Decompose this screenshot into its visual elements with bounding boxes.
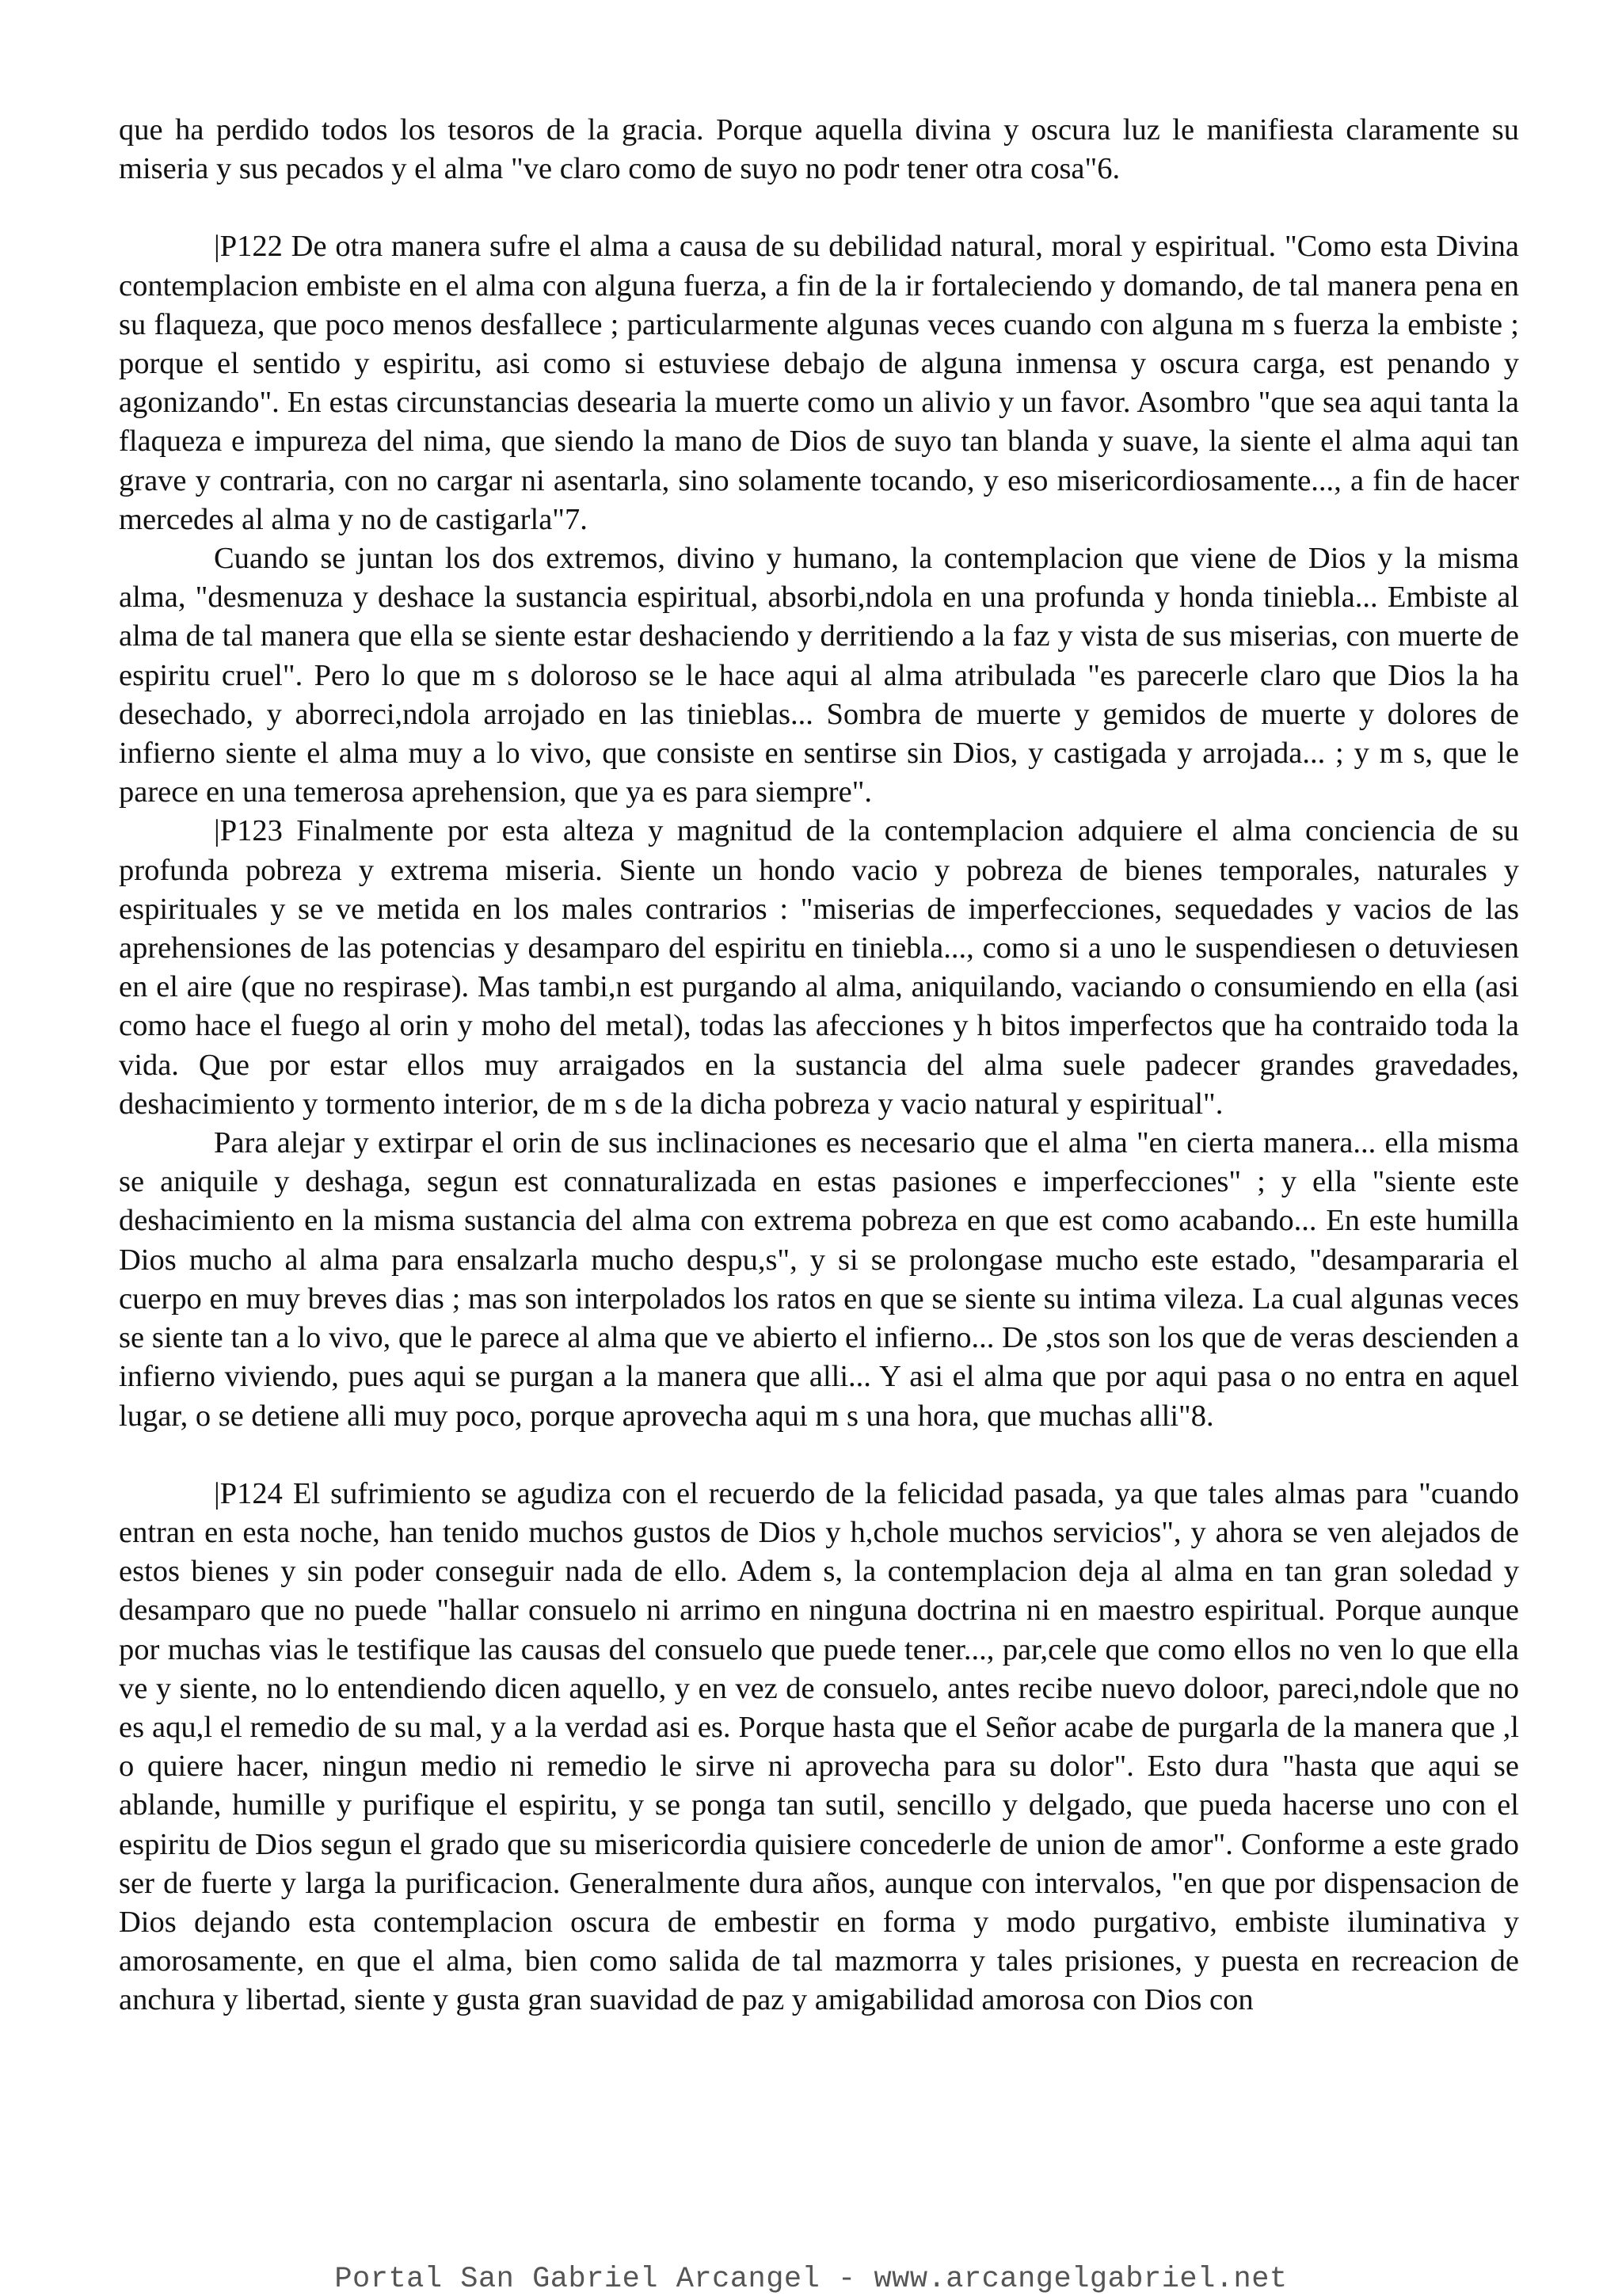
- paragraph-p123: |P123 Finalmente por esta alteza y magnitud de la contemplacion adquiere el alma conciencia de su profunda pobreza y extrema miseria. Siente un hondo vacio y pobreza de bienes temporales, naturales y espirituales y se ve metida en los males contrarios : "miserias de imperfecciones, sequedades y vacios de las aprehensiones de las potencias y desamparo del espiritu en tiniebla..., como si a uno le suspendiesen o detuviesen en el aire (que no respirase). Mas tambi,n est purgando al alma, aniquilando, vaciando o consumiendo en ella (asi como hace el fuego al orin y moho del metal), todas las afecciones y h bitos imperfectos que ha contraido toda la vida. Que por estar ellos muy arraigados en la sustancia del alma suele padecer grandes gravedades, deshacimiento y tormento interior, de m s de la dicha pobreza y vacio natural y espiritual".: [119, 814, 1519, 1121]
- document-body: [119, 111, 1519, 2020]
- paragraph-orin: Para alejar y extirpar el orin de sus inclinaciones es necesario que el alma "en cierta manera... ella misma se aniquile y deshaga, segun est connaturalizada en estas pasiones e imperfecciones" ; y ella "siente este deshacimiento en la misma sustancia del alma con extrema pobreza en que est como acabando... En este humilla Dios mucho al alma para ensalzarla mucho despu,s", y si se prolongase mucho este estado, "desampararia el cuerpo en muy breves dias ; mas son interpolados los ratos en que se siente su intima vileza. La cual algunas veces se siente tan a lo vivo, que le parece al alma que ve abierto el infierno... De ,stos son los que de veras descienden a infierno viviendo, pues aqui se purgan a la manera que alli... Y asi el alma que por aqui pasa o no entra en aquel lugar, o se detiene alli muy poco, porque aprovecha aqui m s una hora, que muchas alli"8.: [119, 1126, 1519, 1433]
- paragraph-continuation: que ha perdido todos los tesoros de la gracia. Porque aquella divina y oscura luz le manifiesta claramente su miseria y sus pecados y el alma "ve claro como de suyo no podr tener otra cosa"6.: [119, 113, 1519, 186]
- paragraph-p124: |P124 El sufrimiento se agudiza con el recuerdo de la felicidad pasada, ya que tales almas para "cuando entran en esta noche, han tenido muchos gustos de Dios y h,chole muchos servicios", y ahora se ven alejados de estos bienes y sin poder conseguir nada de ello. Adem s, la contemplacion deja al alma en tan gran soledad y desamparo que no puede "hallar consuelo ni arrimo en ninguna doctrina ni en maestro espiritual. Porque aunque por muchas vias le testifique las causas del consuelo que puede tener..., par,cele que como ellos no ven lo que ella ve y siente, no lo entendiendo dicen aquello, y en vez de consuelo, antes recibe nuevo doloor, pareci,ndole que no es aqu,l el remedio de su mal, y a la verdad asi es. Porque hasta que el Señor acabe de purgarla de la manera que ,l o quiere hacer, ningun medio ni remedio le sirve ni aprovecha para su dolor". Esto dura "hasta que aqui se ablande, humille y purifique el espiritu, y se ponga tan sutil, sencillo y delgado, que pueda hacerse uno con el espiritu de Dios segun el grado que su misericordia quisiere concederle de union de amor". Conforme a este grado ser de fuerte y larga la purificacion. Generalmente dura años, aunque con intervalos, "en que por dispensacion de Dios dejando esta contemplacion oscura de embestir en forma y modo purgativo, embiste iluminativa y amorosamente, en que el alma, bien como salida de tal mazmorra y tales prisiones, y puesta en recreacion de anchura y libertad, siente y gusta gran suavidad de paz y amigabilidad amorosa con Dios con: [119, 1476, 1519, 2017]
- paragraph-extremes: Cuando se juntan los dos extremos, divino y humano, la contemplacion que viene de Dios y la misma alma, "desmenuza y deshace la sustancia espiritual, absorbi,ndola en una profunda y honda tiniebla... Embiste al alma de tal manera que ella se siente estar deshaciendo y derritiendo a la faz y vista de sus miserias, con muerte de espiritu cruel". Pero lo que m s doloroso se le hace aqui al alma atribulada "es parecerle claro que Dios la ha desechado, y aborreci,ndola arrojado en las tinieblas... Sombra de muerte y gemidos de muerte y dolores de infierno siente el alma muy a lo vivo, que consiste en sentirse sin Dios, y castigada y arrojada... ; y m s, que le parece en una temerosa aprehension, que ya es para siempre".: [119, 542, 1519, 809]
- page-footer: Portal San Gabriel Arcangel - www.arcangelgabriel.net: [334, 2263, 1288, 2296]
- paragraph-p122: |P122 De otra manera sufre el alma a causa de su debilidad natural, moral y espiritual. "Como esta Divina contemplacion embiste en el alma con alguna fuerza, a fin de la ir fortaleciendo y domando, de tal manera pena en su flaqueza, que poco menos desfallece ; particularmente algunas veces cuando con alguna m s fuerza la embiste ; porque el sentido y espiritu, asi como si estuviese debajo de alguna inmensa y oscura carga, est penando y agonizando". En estas circunstancias desearia la muerte como un alivio y un favor. Asombro "que sea aqui tanta la flaqueza e impureza del nima, que siendo la mano de Dios de suyo tan blanda y suave, la siente el alma aqui tan grave y contraria, con no cargar ni asentarla, sino solamente tocando, y eso misericordiosamente..., a fin de hacer mercedes al alma y no de castigarla"7.: [119, 230, 1519, 536]
